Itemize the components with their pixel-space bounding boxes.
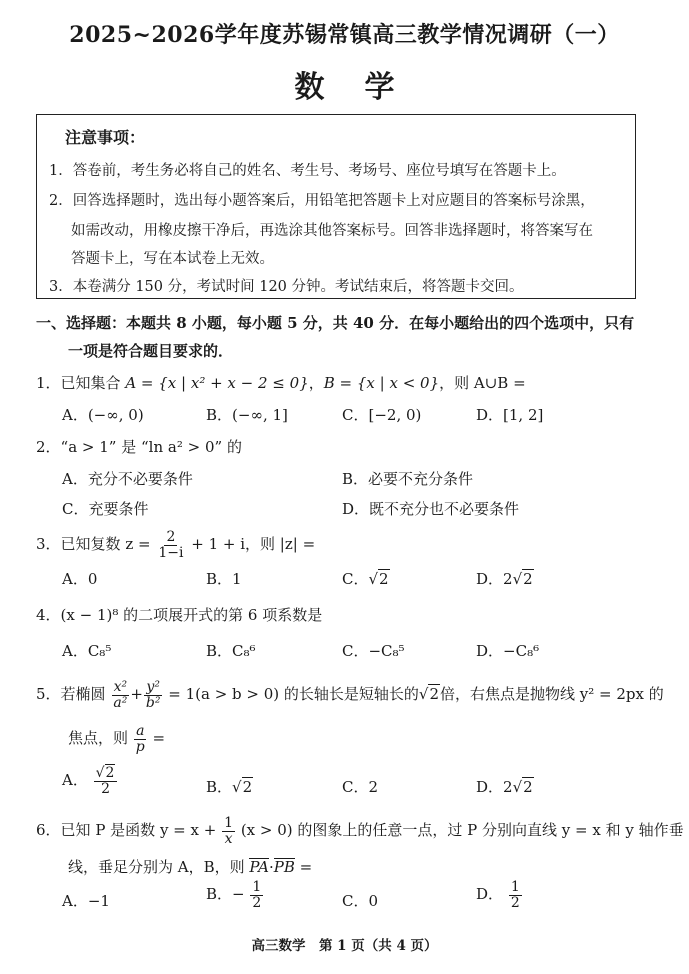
option-label: C．	[342, 570, 369, 588]
option-b[interactable]	[206, 880, 264, 910]
option-label: A．	[62, 771, 88, 790]
sqrt: √2	[368, 570, 389, 588]
option-b[interactable]: B．1	[206, 570, 242, 588]
denominator: 1−i	[158, 544, 184, 561]
numerator: x²	[113, 679, 128, 695]
fraction	[250, 880, 263, 910]
notice-box	[36, 114, 636, 299]
denominator: 2	[101, 780, 110, 797]
question-text: 已知集合	[60, 374, 126, 392]
fraction	[222, 816, 235, 846]
notice-title: 注意事项：	[65, 128, 146, 147]
option-b[interactable]: B．(−∞, 1]	[206, 406, 288, 424]
question-1	[36, 372, 526, 393]
option-b[interactable]	[206, 776, 253, 797]
question-text: (x > 0) 的图象上的任意一点，过 P 分别向直线 y = x 和 y 轴作垂	[240, 821, 684, 840]
sqrt: √2	[512, 778, 533, 796]
dot-operator: ·	[268, 858, 274, 876]
option-d[interactable]	[476, 880, 523, 910]
notice-item: 1．答卷前，考生务必将自己的姓名、考生号、考场号、座位号填写在答题卡上。	[49, 163, 566, 179]
option-label: D．	[476, 885, 504, 904]
numerator: 1	[510, 879, 520, 895]
sqrt: √2	[512, 570, 533, 588]
denominator: a²	[113, 694, 128, 711]
question-text: “a > 1” 是 “ln a² > 0” 的	[60, 438, 242, 456]
fraction	[111, 680, 129, 710]
question-text: ，则 A∪B =	[439, 374, 526, 392]
option-c[interactable]: C．0	[342, 892, 379, 910]
notice-item: 答题卡上，写在本试卷上无效。	[71, 251, 274, 267]
option-a[interactable]: A．0	[62, 570, 98, 588]
option-b[interactable]: B．必要不充分条件	[342, 470, 474, 488]
numerator: √2	[94, 766, 118, 782]
notice-item: 2．回答选择题时，选出每小题答案后，用铅笔把答题卡上对应题目的答案标号涂黑，	[49, 193, 595, 209]
plus-sign: +	[130, 685, 143, 704]
vector-pa: PA	[249, 858, 269, 876]
question-text: = 1(a > b > 0) 的长轴长是短轴长的	[168, 685, 419, 704]
radicand: 2	[523, 778, 533, 796]
option-b[interactable]: B．C₈⁶	[206, 642, 256, 660]
section-heading: 一、选择题：本题共 8 小题，每小题 5 分，共 40 分．在每小题给出的四个选项中，只有	[36, 314, 635, 332]
option-a[interactable]: A．−1	[62, 892, 110, 910]
sqrt: √2	[418, 685, 440, 704]
question-number: 3．	[36, 535, 61, 554]
numerator: 1	[224, 815, 234, 831]
option-d[interactable]: D．−C₈⁶	[476, 642, 540, 660]
question-3	[36, 530, 315, 560]
fraction	[509, 880, 522, 910]
question-6-line-2	[68, 856, 312, 877]
notice-item: 3．本卷满分 150 分，考试时间 120 分钟。考试结束后，将答题卡交回。	[49, 279, 524, 295]
section-heading: 一项是符合题目要求的．	[68, 342, 234, 360]
question-number: 4．	[36, 606, 61, 624]
question-4	[36, 604, 322, 625]
option-a[interactable]: A．(−∞, 0)	[62, 406, 144, 424]
page-footer: 高三数学 第 1 页（共 4 页）	[251, 938, 438, 954]
denominator: 2	[252, 894, 262, 911]
question-2	[36, 436, 242, 457]
option-c[interactable]: C．[−2, 0)	[342, 406, 422, 424]
coefficient: 2	[503, 570, 513, 588]
option-c[interactable]: C．充要条件	[62, 500, 149, 518]
question-text: + 1 + i，则 |z| =	[191, 535, 316, 554]
numerator: 2	[166, 529, 176, 545]
denominator: p	[135, 738, 145, 755]
fraction	[134, 724, 147, 754]
question-text: 若椭圆	[60, 685, 106, 704]
fraction	[156, 530, 185, 560]
option-label: B．	[206, 778, 233, 796]
fraction	[94, 766, 118, 796]
question-5	[36, 680, 664, 710]
question-text: 已知复数 z =	[60, 535, 151, 554]
option-c[interactable]: C．−C₈⁵	[342, 642, 405, 660]
option-label: D．	[476, 778, 504, 796]
separator: ，	[308, 374, 324, 392]
option-d[interactable]: D．[1, 2]	[476, 406, 544, 424]
exam-title: 2025~2026学年度苏锡常镇高三教学情况调研（一）	[69, 22, 620, 48]
denominator: x	[224, 830, 233, 847]
radicand: 2	[523, 570, 533, 588]
option-a[interactable]: A．充分不必要条件	[62, 470, 193, 488]
question-6	[36, 816, 684, 846]
option-a[interactable]: A．C₈⁵	[62, 642, 112, 660]
radicand: 2	[379, 570, 389, 588]
question-text: 倍，右焦点是抛物线 y² = 2px 的	[440, 685, 664, 704]
question-5-line-2	[68, 724, 165, 754]
subject-title: 数学	[294, 70, 435, 105]
question-text: =	[294, 858, 313, 876]
question-number: 2．	[36, 438, 61, 456]
option-d[interactable]	[476, 776, 534, 797]
option-label: D．	[476, 570, 504, 588]
radicand: 2	[242, 778, 253, 796]
question-text: 线，垂足分别为 A，B，则	[68, 858, 250, 876]
question-text: 焦点，则	[68, 729, 129, 748]
fraction	[144, 680, 163, 710]
option-d[interactable]	[476, 568, 534, 589]
question-number: 6．	[36, 821, 61, 840]
option-a[interactable]	[62, 766, 118, 796]
set-a: A = {x | x² + x − 2 ≤ 0}	[125, 374, 309, 392]
set-b: B = {x | x < 0}	[323, 374, 440, 392]
option-c[interactable]	[342, 568, 390, 589]
question-number: 1．	[36, 374, 61, 392]
coefficient: 2	[503, 778, 513, 796]
vector-pb: PB	[273, 858, 295, 876]
notice-item: 如需改动，用橡皮擦干净后，再选涂其他答案标号。回答非选择题时，将答案写在	[71, 223, 593, 239]
numerator: y²	[146, 679, 160, 695]
question-text: =	[152, 729, 166, 748]
question-text: (x − 1)⁸ 的二项展开式的第 6 项系数是	[60, 606, 323, 624]
numerator: a	[136, 723, 145, 739]
option-label: B．−	[206, 885, 245, 904]
question-number: 5．	[36, 685, 61, 704]
option-c[interactable]: C．2	[342, 778, 379, 796]
option-d[interactable]: D．既不充分也不必要条件	[342, 500, 520, 518]
denominator: b²	[145, 694, 161, 711]
numerator: 1	[252, 879, 262, 895]
radicand: 2	[429, 685, 440, 704]
sqrt: √2	[232, 778, 253, 796]
denominator: 2	[510, 894, 520, 911]
radicand: 2	[105, 765, 115, 781]
question-text: 已知 P 是函数 y = x +	[60, 821, 217, 840]
